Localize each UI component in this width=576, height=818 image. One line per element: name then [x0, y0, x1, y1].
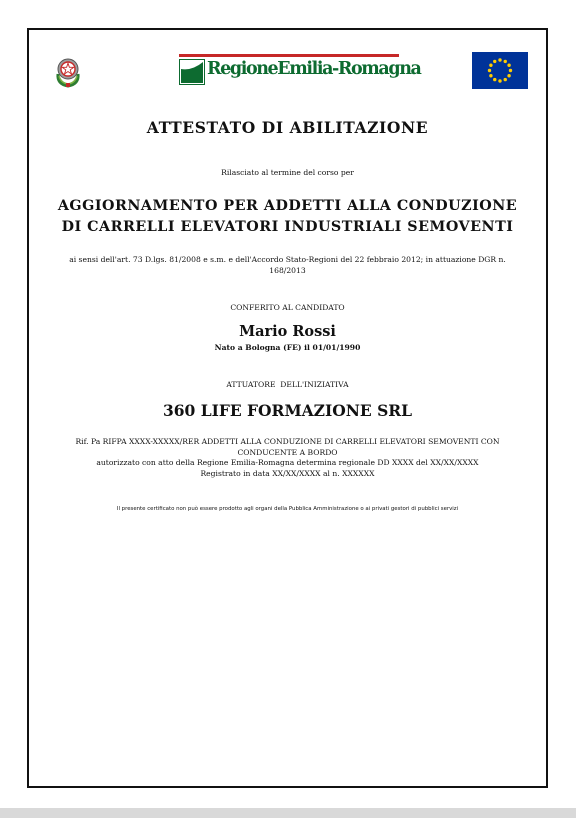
course-title	[29, 196, 546, 238]
conferred-label: CONFERITO AL CANDIDATO	[230, 303, 345, 312]
eu-flag-icon	[472, 52, 528, 89]
provider-name: 360 LIFE FORMAZIONE SRL	[162, 401, 413, 420]
logo-text: RegioneEmilia-Romagna	[207, 59, 421, 79]
certificate-frame	[27, 28, 548, 788]
reference-line: autorizzato con atto della Regione Emilia-Romagna determina regionale DD XXXX del XX/XX/XXXX	[96, 458, 479, 467]
italian-republic-emblem-icon	[53, 54, 83, 88]
reference-line: Rif. Pa RIFPA XXXX-XXXXX/RER ADDETTI ALLA CONDUZIONE DI CARRELLI ELEVATORI SEMOVENTI CON CONDUCENTE A BORDO	[75, 437, 500, 457]
law-reference: ai sensi dell'art. 73 D.lgs. 81/2008 e s.m. e dell'Accordo Stato-Regioni del 22 febbraio 2012; in attuazione DGR n. 168/2013	[69, 255, 506, 275]
regione-logo-mark-icon	[179, 59, 205, 85]
provider-label: ATTUATORE DELL'INIZIATIVA	[226, 380, 349, 389]
logo-red-bar	[179, 54, 399, 57]
reference-block	[53, 437, 522, 479]
regione-emilia-romagna-logo	[179, 54, 421, 86]
course-title-line-2: DI CARRELLI ELEVATORI INDUSTRIALI SEMOVENTI	[61, 219, 514, 235]
reference-line: Registrato in data XX/XX/XXXX al n. XXXXXX	[200, 468, 375, 478]
page-bottom-strip	[0, 808, 576, 818]
certificate-title: ATTESTATO DI ABILITAZIONE	[146, 118, 429, 137]
footer-note: Il presente certificato non può essere prodotto agli organi della Pubblica Amministrazione o ai privati gestori di pubblici servizi	[116, 506, 459, 512]
issued-note: Rilasciato al termine del corso per	[221, 168, 354, 177]
candidate-name: Mario Rossi	[239, 323, 336, 340]
candidate-birth-info: Nato a Bologna (FE) il 01/01/1990	[214, 343, 361, 352]
course-title-line-1: AGGIORNAMENTO PER ADDETTI ALLA CONDUZIONE	[57, 198, 518, 214]
